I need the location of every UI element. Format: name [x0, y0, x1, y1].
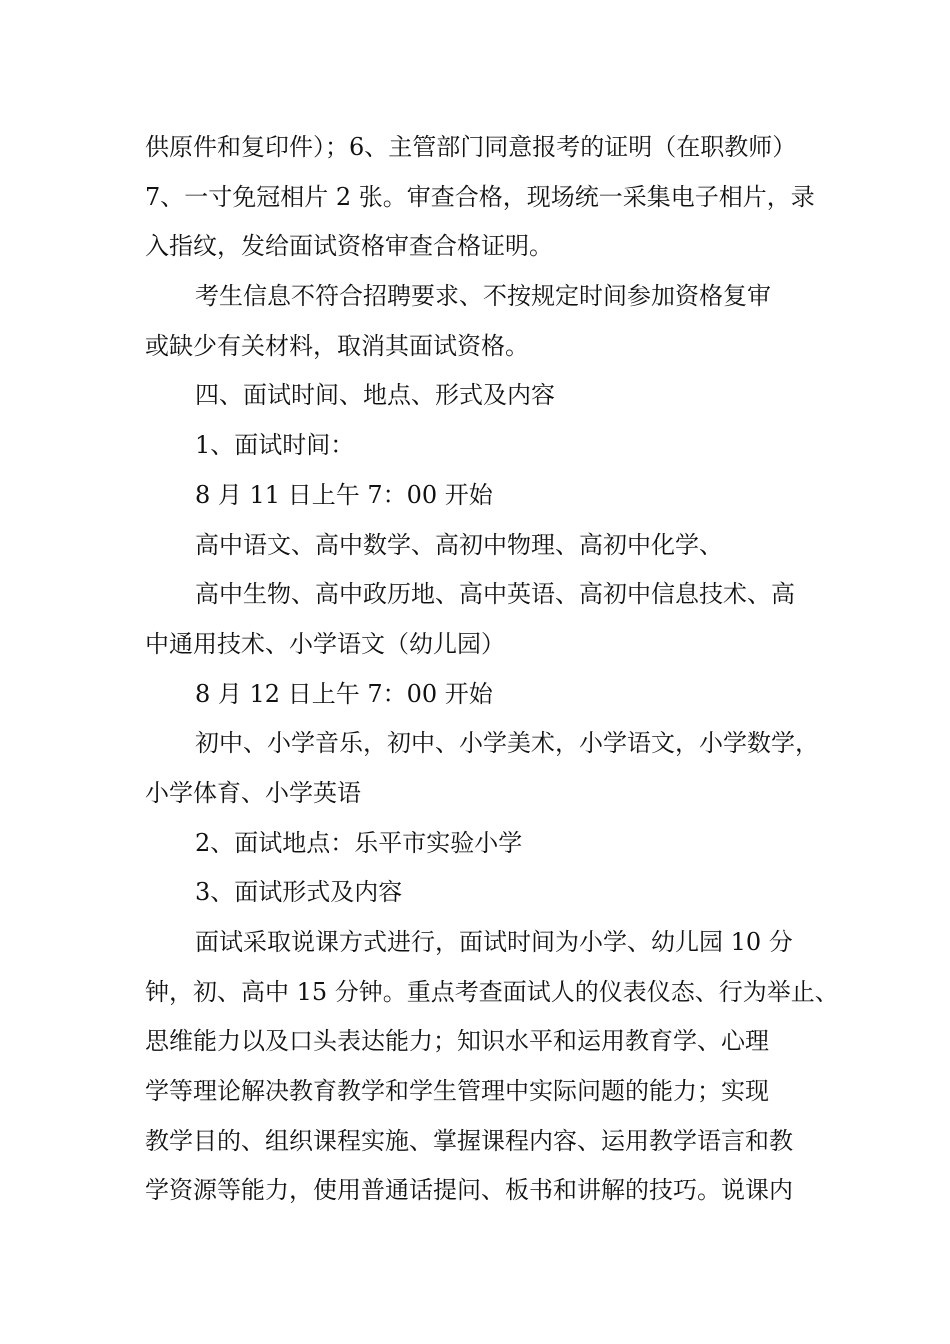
text-line: 供原件和复印件）；6、主管部门同意报考的证明（在职教师） [145, 133, 797, 161]
paragraph-start-line: 面试采取说课方式进行，面试时间为小学、幼儿园 10 分 [195, 928, 793, 956]
subsection-heading: 1、面试时间： [195, 431, 355, 460]
subject-list-line: 高中语文、高中数学、高初中物理、高初中化学、 [195, 530, 723, 559]
schedule-date: 8 月 12 日上午 7：00 开始 [195, 679, 493, 708]
document-body [145, 123, 839, 1216]
text-line: 入指纹，发给面试资格审查合格证明。 [145, 232, 553, 261]
subject-list-line: 高中生物、高中政历地、高中英语、高初中信息技术、高 [195, 580, 795, 609]
subject-list-line: 中通用技术、小学语文（幼儿园） [145, 629, 505, 658]
schedule-date: 8 月 11 日上午 7：00 开始 [195, 480, 493, 509]
text-line: 或缺少有关材料，取消其面试资格。 [145, 331, 529, 360]
text-line: 7、一寸免冠相片 2 张。审查合格，现场统一采集电子相片，录 [145, 182, 815, 211]
text-line: 教学目的、组织课程实施、掌握课程内容、运用教学语言和教 [145, 1126, 793, 1155]
paragraph-start-line: 考生信息不符合招聘要求、不按规定时间参加资格复审 [195, 282, 771, 311]
subsection-heading: 2、面试地点：乐平市实验小学 [195, 828, 523, 857]
text-line: 学资源等能力，使用普通话提问、板书和讲解的技巧。说课内 [145, 1176, 793, 1205]
text-line: 思维能力以及口头表达能力；知识水平和运用教育学、心理 [145, 1027, 769, 1056]
text-line: 学等理论解决教育教学和学生管理中实际问题的能力；实现 [145, 1077, 769, 1106]
text-line: 钟，初、高中 15 分钟。重点考查面试人的仪表仪态、行为举止、 [145, 977, 839, 1006]
subject-list-line: 小学体育、小学英语 [145, 778, 361, 807]
section-heading: 四、面试时间、地点、形式及内容 [195, 381, 555, 410]
subject-list-line: 初中、小学音乐，初中、小学美术，小学语文，小学数学， [195, 729, 819, 758]
subsection-heading: 3、面试形式及内容 [195, 878, 403, 907]
